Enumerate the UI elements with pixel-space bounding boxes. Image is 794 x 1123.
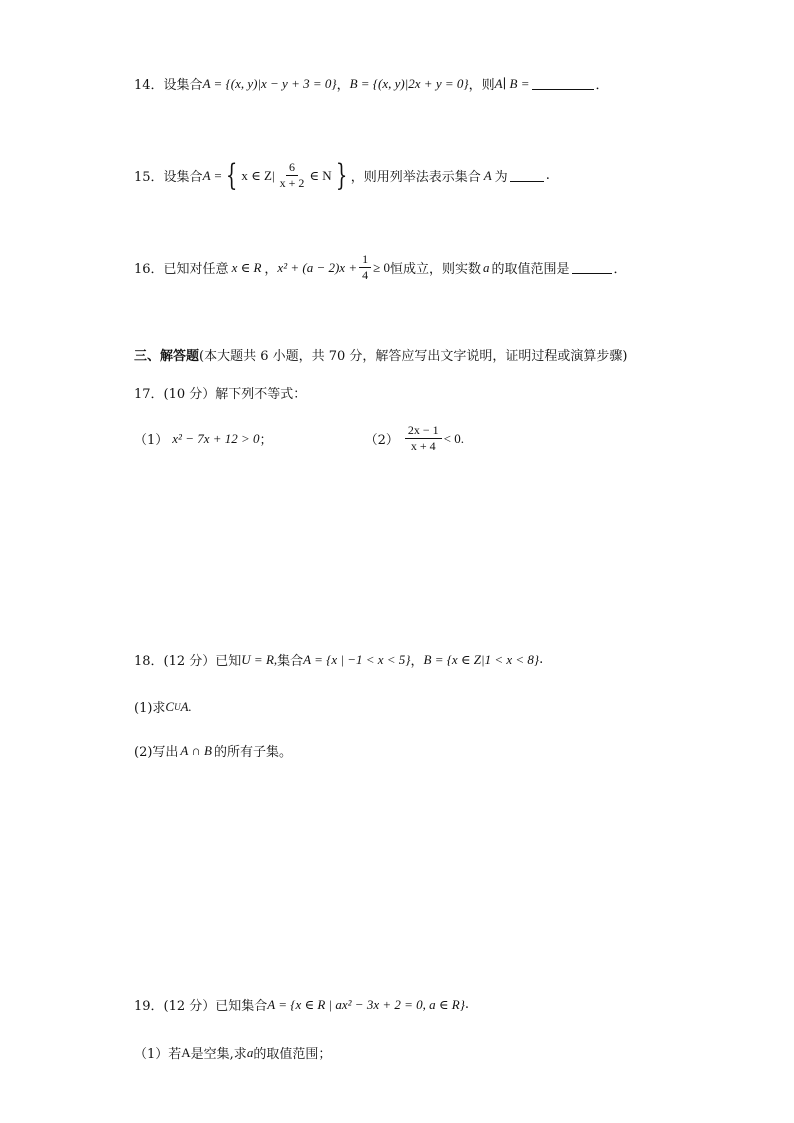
separator: ，: [336, 78, 350, 93]
parameter-variable: a: [483, 259, 490, 275]
fraction-denominator: 4: [362, 268, 369, 282]
question-19-part-1: [134, 1043, 331, 1062]
question-end: .: [539, 652, 544, 667]
question-text: 设集合: [163, 170, 203, 185]
fraction-denominator: x + 2: [279, 176, 305, 190]
set-variable: A: [181, 1044, 191, 1060]
separator: ，: [410, 654, 424, 669]
question-text: 集合: [277, 654, 304, 669]
part-end: ；: [259, 433, 273, 448]
intersection-expression: A ∩ B: [180, 742, 212, 758]
question-text: 已知对任意: [163, 262, 229, 277]
set-b-expression: B = {x ∈ Z|1 < x < 8}: [423, 651, 540, 667]
question-number: 16．: [134, 262, 164, 277]
part-text: 的取值范围；: [253, 1047, 332, 1062]
fraction-numerator: 1: [359, 252, 371, 268]
set-a-expression: A = {x ∈ R | ax² − 3x + 2 = 0, a ∈ R}: [267, 996, 465, 1012]
inequality-1: x² − 7x + 12 > 0: [172, 430, 260, 446]
complement-set: A.: [180, 698, 192, 714]
complement-symbol: C: [165, 698, 175, 714]
set-condition-right: ∈ N: [309, 167, 332, 183]
question-16: [134, 252, 627, 283]
left-brace: {: [226, 157, 238, 193]
answer-blank: [572, 261, 612, 274]
intersection-expression: A∣ B =: [494, 75, 530, 91]
fraction-numerator: 6: [286, 160, 298, 176]
question-14: [134, 74, 609, 93]
domain-condition: x ∈ R: [231, 259, 262, 275]
set-a-expression: A = {x | −1 < x < 5}: [303, 651, 411, 667]
question-end: ．: [595, 78, 609, 93]
question-heading: 18．(12 分）已知: [134, 654, 242, 669]
part-text: (1)求: [134, 701, 166, 716]
set-condition-left: x ∈ Z|: [241, 167, 275, 183]
part-text: 是空集,求: [190, 1047, 247, 1062]
part-label: （2）: [364, 433, 399, 448]
question-text: 设集合: [163, 78, 203, 93]
question-18-part-1: [134, 697, 192, 716]
universal-set-expression: U = R,: [241, 651, 278, 667]
question-text: ，则用列举法表示集合: [350, 170, 481, 185]
question-end: .: [464, 997, 470, 1012]
inequality-right: ≥ 0: [373, 259, 390, 275]
question-heading: 19．(12 分）已知集合: [134, 999, 268, 1014]
question-18: [134, 650, 543, 669]
part-text: (2)写出: [134, 745, 179, 760]
right-brace: }: [335, 157, 347, 193]
section-description: (本大题共 6 小题，共 70 分，解答应写出文字说明，证明过程或演算步骤): [199, 349, 628, 364]
fraction: [405, 423, 442, 454]
part-text: （1）若: [134, 1047, 182, 1062]
fraction-denominator: x + 4: [410, 439, 436, 453]
set-a-lhs: A =: [202, 167, 223, 183]
answer-blank: [510, 169, 544, 182]
part-text: 的所有子集。: [213, 745, 292, 760]
question-text: 恒成立，则实数: [389, 262, 481, 277]
part-label: （1）: [134, 433, 169, 448]
answer-blank: [532, 77, 594, 90]
question-19: [134, 995, 469, 1014]
set-a-expression: A = {(x, y)|x − y + 3 = 0}: [202, 75, 337, 91]
separator: ，: [264, 262, 278, 277]
fraction: [359, 252, 371, 283]
fraction-numerator: 2x − 1: [405, 423, 442, 439]
question-15: [134, 157, 550, 193]
set-variable: A: [483, 167, 492, 183]
inequality-left: x² + (a − 2)x +: [277, 259, 358, 275]
question-17-parts: [134, 423, 464, 454]
question-end: .: [545, 168, 550, 183]
question-text: ，则: [468, 78, 495, 93]
inequality-2-tail: < 0.: [443, 430, 464, 446]
question-number: 15．: [134, 170, 164, 185]
fraction: [277, 160, 308, 191]
question-17: [134, 383, 306, 402]
question-18-part-2: [134, 741, 292, 760]
question-number: 14．: [134, 78, 164, 93]
question-text: 为: [494, 170, 508, 185]
parameter-variable: a: [246, 1044, 254, 1060]
question-text: 的取值范围是: [491, 262, 570, 277]
question-end: ．: [613, 262, 627, 277]
set-b-expression: B = {(x, y)|2x + y = 0}: [349, 75, 469, 91]
complement-subscript: U: [174, 701, 181, 712]
section-heading: [134, 345, 628, 364]
section-title: 三、解答题: [134, 349, 200, 364]
question-heading: 17．(10 分）解下列不等式：: [134, 387, 307, 402]
